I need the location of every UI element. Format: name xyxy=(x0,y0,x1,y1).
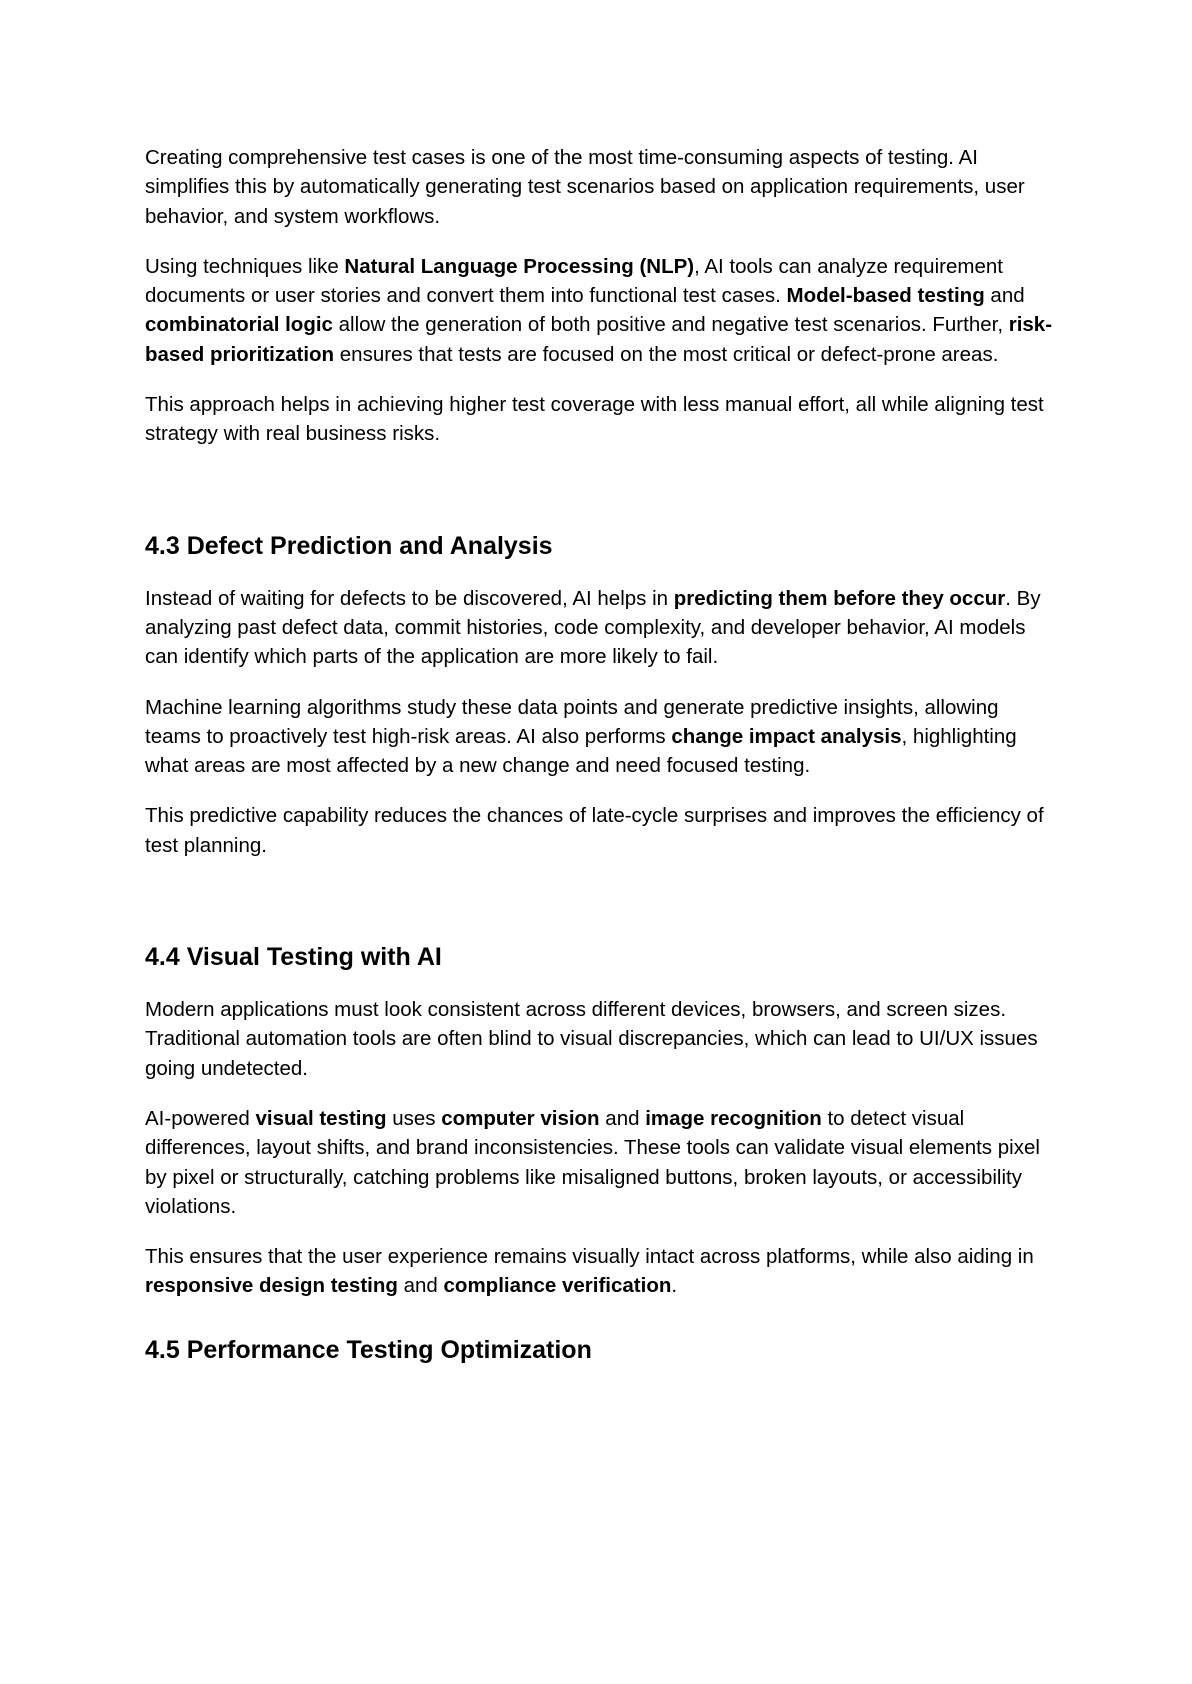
text-run: ensures that tests are focused on the most critical or defect-prone areas. xyxy=(334,342,999,366)
text-run: This predictive capability reduces the chances of late-cycle surprises and improves the efficiency of test planning. xyxy=(145,804,1044,857)
section-heading: 4.4 Visual Testing with AI xyxy=(145,943,442,972)
paragraph xyxy=(145,584,1060,672)
bold-term: combinatorial logic xyxy=(145,313,333,337)
section-spacer xyxy=(145,881,1060,941)
paragraph xyxy=(145,143,1060,231)
text-run: and xyxy=(984,284,1025,308)
bold-term: change impact analysis xyxy=(671,724,902,748)
test-case-generation-section xyxy=(145,143,1060,449)
visual-testing-section xyxy=(145,941,1060,1301)
text-run: to detect visual differences, layout shifts, and brand inconsistencies. These tools can validate visual elements pixel by pixel or structurally, catching problems like misaligned buttons, broken layouts, or accessibility violations. xyxy=(145,1106,1040,1218)
text-run: , highlighting what areas are most affected by a new change and need focused testing. xyxy=(145,724,1017,778)
text-run: and xyxy=(599,1106,646,1130)
text-run: Machine learning algorithms study these data points and generate predictive insights, allowing teams to proactively test high-risk areas. AI also performs xyxy=(145,695,999,748)
text-run: and xyxy=(397,1274,444,1298)
section-spacer xyxy=(145,1322,1060,1334)
section-heading: 4.3 Defect Prediction and Analysis xyxy=(145,531,553,560)
paragraph xyxy=(145,390,1060,449)
performance-testing-section xyxy=(145,1334,1060,1366)
text-run: Using techniques like xyxy=(145,254,345,278)
text-run: , AI tools can analyze requirement documents or user stories and convert them into functional test cases. xyxy=(145,254,1003,308)
section-spacer xyxy=(145,470,1060,530)
bold-term: risk-based prioritization xyxy=(145,313,1053,366)
bold-term: responsive design testing xyxy=(145,1274,398,1298)
text-run: This approach helps in achieving higher test coverage with less manual effort, all while aligning test strategy with real business risks. xyxy=(145,393,1044,446)
text-run: uses xyxy=(386,1106,442,1130)
bold-term: Natural Language Processing (NLP) xyxy=(344,254,695,278)
document-body xyxy=(145,143,1060,1388)
text-run: . xyxy=(671,1274,678,1298)
bold-term: predicting them before they occur xyxy=(673,586,1006,610)
section-heading: 4.5 Performance Testing Optimization xyxy=(145,1335,592,1364)
text-run: . By analyzing past defect data, commit histories, code complexity, and developer behavior, AI models can identify which parts of the application are more likely to fail. xyxy=(145,586,1041,669)
bold-term: computer vision xyxy=(441,1106,600,1130)
bold-term: visual testing xyxy=(255,1106,387,1130)
defect-prediction-section xyxy=(145,530,1060,860)
bold-term: compliance verification xyxy=(443,1274,672,1298)
text-run: This ensures that the user experience remains visually intact across platforms, while also aiding in xyxy=(145,1245,1034,1269)
paragraph xyxy=(145,252,1060,369)
text-run: AI-powered xyxy=(145,1106,256,1130)
text-run: allow the generation of both positive and negative test scenarios. Further, xyxy=(332,313,1009,337)
text-run: Creating comprehensive test cases is one of the most time-consuming aspects of testing. AI simplifies this by automatically generating test scenarios based on application requirements, user behavior, and system workflows. xyxy=(145,146,1025,228)
paragraph xyxy=(145,801,1060,860)
text-run: Instead of waiting for defects to be discovered, AI helps in xyxy=(145,586,674,610)
paragraph xyxy=(145,1242,1060,1301)
paragraph xyxy=(145,995,1060,1083)
bold-term: image recognition xyxy=(645,1106,822,1130)
text-run: Modern applications must look consistent across different devices, browsers, and screen sizes. Traditional automation tools are often blind to visual discrepancies, which can lead to UI/UX issues going undetected. xyxy=(145,998,1038,1080)
paragraph xyxy=(145,1104,1060,1221)
paragraph xyxy=(145,693,1060,781)
bold-term: Model-based testing xyxy=(786,284,985,308)
